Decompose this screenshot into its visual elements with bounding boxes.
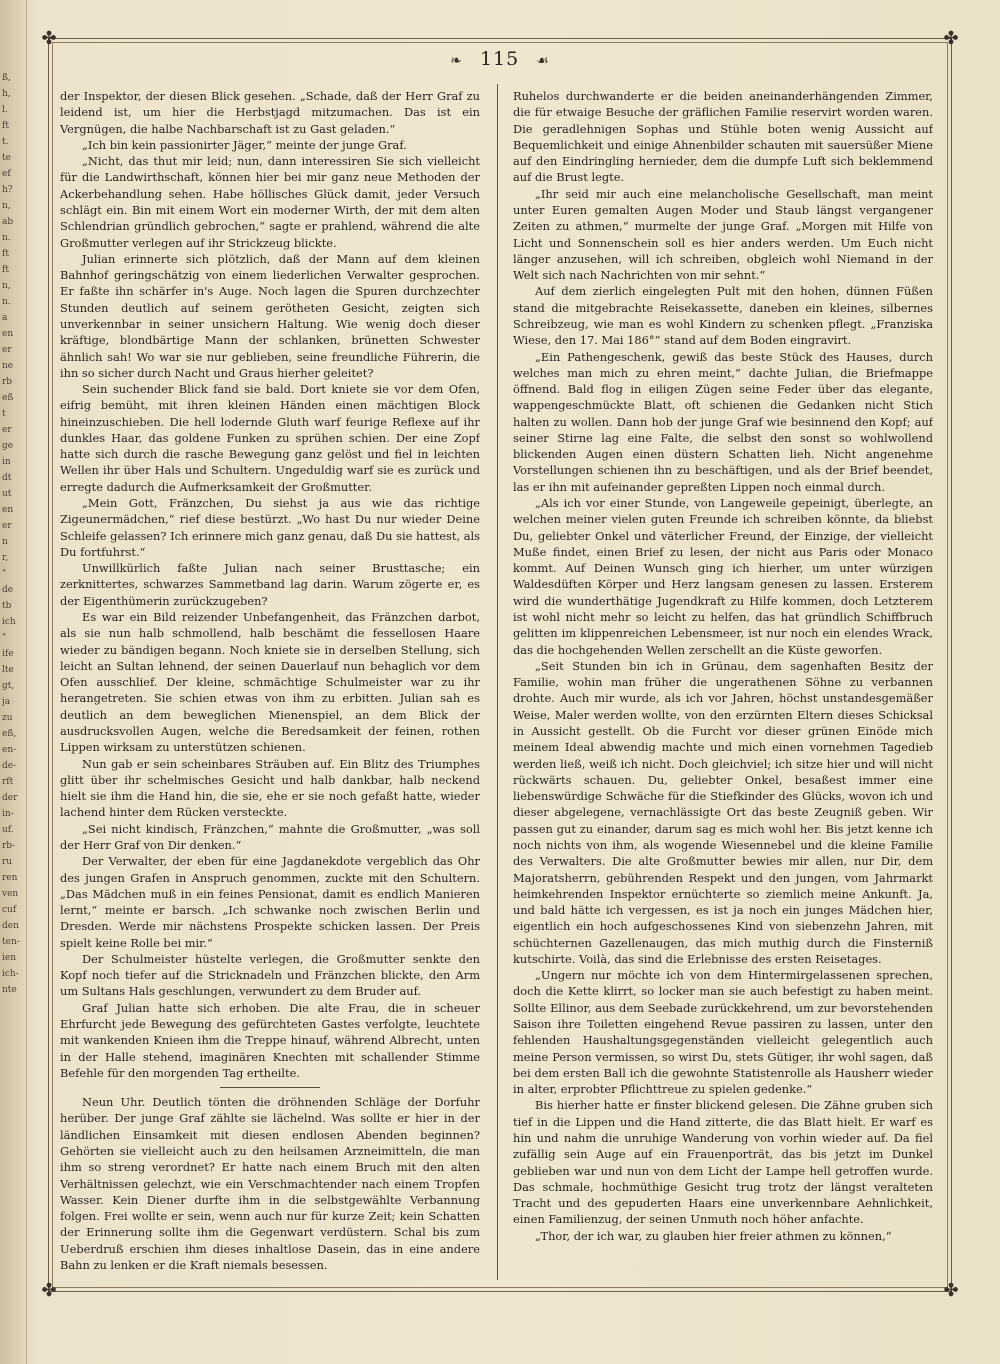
section-rule [220, 1087, 320, 1088]
gutter-fragment: ife [2, 649, 14, 659]
gutter-text-fragments [2, 70, 22, 1310]
gutter-fragment: n [2, 537, 8, 547]
page-number: 115 [479, 48, 520, 70]
gutter-fragment: n. [2, 297, 11, 307]
gutter-fragment: ef [2, 169, 11, 179]
gutter-fragment: ft [2, 265, 9, 275]
gutter-fragment: ge [2, 441, 14, 451]
paragraph: „Ein Pathengeschenk, gewiß das beste Stück des Hauses, durch welches man mich zu ehren meint,“ dachte Julian, die Briefmappe öffnend. Bald flog in eiligen Zügen seine Feder über das elegante, wappengeschmückte Blatt, oft schienen die Gedanken nicht Stich halten zu wollen. Dann hob der junge Graf wie besinnend den Kopf; auf seiner Stirne lag eine Falte, die selbst den sonst so wohlwollend blickenden Augen einen düstern Schatten lieh. Nicht angenehme Vorstellungen schienen ihn zu beschäftigen, und als der Brief beendet, las er ihn mit aufeinander gepreßten Lippen noch einmal durch. [513, 349, 933, 494]
corner-ornament-bottom-right: ✤ [943, 1280, 959, 1301]
gutter-fragment: ft [2, 121, 9, 131]
gutter-fragment: en [2, 329, 14, 339]
gutter-fragment: den [2, 921, 19, 931]
paragraph: Der Verwalter, der eben für eine Jagdanekdote vergeblich das Ohr des jungen Grafen in Anspruch genommen, zuckte mit den Schultern. „Das Mädchen muß in ein feines Pensionat, damit es endlich Manieren lernt,“ meinte er barsch. „Ich schwanke noch zwischen Berlin und Dresden. Werde mir nächstens Prospekte schicken lassen. Der Preis spielt keine Rolle bei mir.“ [60, 854, 480, 950]
page-header [0, 48, 1000, 74]
gutter-fragment: a [2, 313, 8, 323]
gutter-fragment: t. [2, 137, 9, 147]
gutter-fragment: in [2, 457, 11, 467]
gutter-fragment: rb- [2, 841, 16, 851]
gutter-fragment: ru [2, 857, 13, 867]
gutter-fragment: en- [2, 745, 17, 755]
paragraph: „Als ich vor einer Stunde, von Langeweile gepeinigt, überlegte, an welchen meiner vielen guten Freunde ich schreiben könnte, da bliebst Du, geliebter Onkel und väterlicher Freund, der Einzige, der vielleicht Muße findet, einen Brief zu lesen, der nicht aus Paris oder Monaco kommt. Auf Deinen Wunsch ging ich hierher, um unter würzigen Waldesdüften Körper und Herz langsam genesen zu lassen. Ersterem wird die wunderthätige Jugendkraft zu Hilfe kommen, doch Letzterem ist wohl nicht mehr so leicht zu helfen, das hat gründlich Schiffbruch gelitten im klippenreichen Lebensmeer, ist nur noch ein elendes Wrack, das die hochgehenden Wellen zerschellt an die Küste geworfen. [513, 496, 933, 657]
header-ornament-left: ❧ [450, 53, 463, 69]
paragraph: Der Schulmeister hüstelte verlegen, die Großmutter senkte den Kopf noch tiefer auf die Stricknadeln und Fränzchen blickte, den Arm um Sultans Hals geschlungen, verwundert zu dem Bruder auf. [60, 951, 480, 999]
paragraph: „Sei nicht kindisch, Fränzchen,“ mahnte die Großmutter, „was soll der Herr Graf von Dir denken.“ [60, 821, 480, 852]
gutter-fragment: gt, [2, 681, 15, 691]
gutter-fragment: h? [2, 185, 13, 195]
gutter-fragment: " [2, 633, 7, 643]
gutter-fragment: eß, [2, 729, 17, 739]
gutter-fragment: de [2, 585, 14, 595]
paragraph: „Ich bin kein passionirter Jäger,“ meinte der junge Graf. [82, 137, 407, 152]
gutter-fragment: n, [2, 201, 11, 211]
paragraph: Es war ein Bild reizender Unbefangenheit, das Fränzchen darbot, als sie nun halb schmollend, halb beschämt die fessellosen Haare wieder zu bändigen begann. Noch kniete sie in derselben Stellung, sich leicht an Sultan lehnend, der seinen Dauerlauf nun behaglich vor dem Ofen ausschlief. Der kleine, schmächtige Schulmeister war zu ihr herangetreten. Sie schien etwas von ihm zu erbitten. Julian sah es deutlich an dem beweglichen Mienenspiel, an dem Blick der ausdrucksvollen Augen, welche die Beredsamkeit der feinen, rothen Lippen wirksam zu unterstützen schienen. [60, 610, 480, 755]
gutter-fragment: tb [2, 601, 12, 611]
paragraph: Ruhelos durchwanderte er die beiden aneinanderhängenden Zimmer, die für etwaige Besuche der gräflichen Familie reservirt worden waren. Die geradlehnigen Sophas und Stühle boten wenig Aussicht auf Bequemlichkeit und einige Ahnenbilder schauten mit sauersüßer Miene auf den Eindringling hernieder, dem die dumpfe Luft sich beklemmend auf die Brust legte. [513, 89, 933, 185]
gutter-fragment: r, [2, 553, 9, 563]
paragraph: der Inspektor, der diesen Blick gesehen. „Schade, daß der Herr Graf zu leidend ist, um hier die Herbstjagd mitzumachen. Das ist ein Vergnügen, die halbe Nachbarschaft ist zu Gast geladen.“ [60, 89, 480, 136]
paragraph: Graf Julian hatte sich erhoben. Die alte Frau, die in scheuer Ehrfurcht jede Bewegung des gefürchteten Gastes verfolgte, leuchtete mit wankenden Knieen ihm die Treppe hinauf, während Albrecht, unten in der Halle stehend, imaginären Knechten mit schallender Stimme Befehle für den morgenden Tag ertheilte. [60, 1000, 480, 1080]
gutter-fragment: n, [2, 281, 11, 291]
gutter-fragment: de- [2, 761, 17, 771]
gutter-fragment: lte [2, 665, 14, 675]
gutter-fragment: ren [2, 873, 18, 883]
gutter-fragment: rb [2, 377, 13, 387]
gutter-fragment: ten- [2, 937, 20, 947]
header-ornament-right: ☙ [536, 53, 550, 69]
gutter-fragment: ich- [2, 969, 19, 979]
corner-ornament-top-right: ✤ [943, 28, 959, 49]
gutter-fragment: zu [2, 713, 13, 723]
left-text-column [60, 88, 480, 1284]
gutter-fragment: ich [2, 617, 16, 627]
gutter-fragment: er [2, 345, 12, 355]
paragraph: Sein suchender Blick fand sie bald. Dort kniete sie vor dem Ofen, eifrig bemüht, mit ihren kleinen Händen einen mächtigen Block hineinzuschieben. Die hell lodernde Gluth warf feurige Reflexe auf ihr dunkles Haar, das goldene Funken zu sprühen schien. Der eine Zopf hatte sich durch die rasche Bewegung ganz gelöst und fiel in leichten Wellen ihr über Hals und Schultern. Ungeduldig warf sie es zurück und erregte dadurch die Aufmerksamkeit der Großmutter. [60, 382, 480, 494]
gutter-fragment: uf. [2, 825, 14, 835]
gutter-fragment: nte [2, 985, 17, 995]
corner-ornament-top-left: ✤ [41, 28, 57, 49]
paragraph: „Ihr seid mir auch eine melancholische Gesellschaft, man meint unter Euren gemalten Augen Moder und Staub längst vergangener Zeiten zu athmen,“ murmelte der junge Graf. „Morgen mit Hilfe von Licht und Sonnenschein soll es hier anders werden. Um Euch nicht länger anzusehen, will ich schreiben, obgleich wohl Niemand in der Welt sich nach Nachrichten von mir sehnt.“ [513, 186, 933, 283]
corner-ornament-bottom-left: ✤ [41, 1280, 57, 1301]
gutter-fragment: der [2, 793, 18, 803]
gutter-fragment: ven [2, 889, 19, 899]
right-text-column [513, 88, 933, 1284]
paragraph: „Ungern nur möchte ich von dem Hintermirgelassenen sprechen, doch die Kette klirrt, so locker man sie auch befestigt zu haben meint. Sollte Ellinor, aus dem Seebade zurückkehrend, um zur bevorstehenden Saison ihre Toiletten eingehend Revue passiren zu lassen, unter den fehlenden Haushaltungsgegenständen vielleicht gelegentlich auch meine Person vermissen, so wirst Du, stets Gütiger, ihr wohl sagen, daß bei dem ersten Ball ich die gewohnte Statistenrolle als Hausherr wieder in alter, erprobter Pflichttreue zu spielen gedenke.“ [513, 968, 933, 1097]
paragraph: Julian erinnerte sich plötzlich, daß der Mann auf dem kleinen Bahnhof geringschätzig von einem liederlichen Verwalter gesprochen. Er faßte ihn schärfer in's Auge. Noch lagen die Spuren durchzechter Stunden deutlich auf seinem gerötheten Gesicht, zeigten sich unverkennbar in seiner unsichern Haltung. Wie wenig doch dieser kräftige, blondbärtige Mann der schlanken, brünetten Schwester ähnlich sah! Wo war sie nur geblieben, seine freundliche Führerin, die ihn so sicher durch Nacht und Graus hierher geleitet? [60, 251, 480, 380]
gutter-fragment: er [2, 425, 12, 435]
gutter-fragment: eß [2, 393, 14, 403]
gutter-fragment: cuf [2, 905, 17, 915]
gutter-fragment: en [2, 505, 14, 515]
gutter-fragment: dt [2, 473, 12, 483]
paragraph: „Seit Stunden bin ich in Grünau, dem sagenhaften Besitz der Familie, wohin man früher die ungerathenen Söhne zu verbannen drohte. Auch mir wurde, als ich vor Jahren, höchst unstandesgemäßer Weise, Maler werden wollte, von den erzürnten Eltern dieses Schicksal in Aussicht gestellt. Ob die Furcht vor dieser grünen Einöde mich meinem Ideal abwendig machte und mich einen vornehmen Tagedieb werden ließ, weiß ich nicht. Doch gleichviel; ich sitze hier und will nicht rückwärts schauen. Du, geliebter Onkel, besaßest immer eine liebenswürdige Schwäche für die Stiefkinder des Glücks, wovon ich und dieser abgelegene, vernachlässigte Ort das beste Zeugniß geben. Wir passen gut zu einander, darum sag es mich wohl her. Bis jetzt kenne ich noch nichts von ihm, als wogende Wiesennebel und die kleine Familie des Verwalters. Die alte Großmutter bewies mir allen, nur Dir, dem Majoratsherrn, gebührenden Respekt und den jungen, vom Jahrmarkt heimkehrenden Inspektor ernüchterte so ziemlich meine Ankunft. Ja, und bald hätte ich vergessen, es ist ja noch ein junges Mädchen hier, eigentlich ein hoch aufgeschossenes Kind von siebenzehn Jahren, mit schüchternen Gazellenaugen, das mich muthig durch die Finsterniß kutschirte. Voilà, das sind die Erlebnisse des ersten Reisetages. [513, 658, 933, 966]
gutter-fragment: er [2, 521, 12, 531]
paragraph: Nun gab er sein scheinbares Sträuben auf. Ein Blitz des Triumphes glitt über ihr schelmisches Gesicht und halb dankbar, halb neckend hielt sie ihm die Hand hin, die sie, ehe er sie noch gefaßt hatte, wieder lachend hinter dem Rücken versteckte. [60, 756, 480, 820]
paragraph: „Mein Gott, Fränzchen, Du siehst ja aus wie das richtige Zigeunermädchen,“ rief diese bestürzt. „Wo hast Du nur wieder Deine Schleife gelassen? Ich erinnere mich ganz genau, daß Du sie hattest, als Du fortfuhrst.“ [60, 496, 480, 559]
gutter-fragment: ab [2, 217, 14, 227]
gutter-fragment: t [2, 409, 6, 419]
paragraph: Bis hierher hatte er finster blickend gelesen. Die Zähne gruben sich tief in die Lippen und die Hand zitterte, die das Blatt hielt. Er warf es hin und nahm die unruhige Wanderung von vorhin wieder auf. Da fiel zufällig sein Auge auf ein Frauenporträt, das bis jetzt im Dunkel geblieben war und nun von dem Licht der Lampe hell getroffen wurde. Das schmale, hochmüthige Gesicht trug trotz der längst veralteten Tracht und des gepuderten Haars eine unverkennbare Aehnlichkeit, einen Familienzug, der seinen Unmuth noch höher anfachte. [513, 1098, 933, 1227]
gutter-fragment: in- [2, 809, 14, 819]
paragraph: Neun Uhr. Deutlich tönten die dröhnenden Schläge der Dorfuhr herüber. Der junge Graf zählte sie lächelnd. Was sollte er hier in der ländlichen Einsamkeit mit diesen endlosen Abenden beginnen? Gehörten sie vielleicht auch zu den heilsamen Arzneimitteln, die man ihm so streng verordnet? Er hatte nach einem Bruch mit den alten Verhältnissen gelechzt, wie ein Verschmachtender nach einem Tropfen Wasser. Kein Diener durfte ihm in die selbstgewählte Verbannung folgen. Frei wollte er sein, wenn auch nur für kurze Zeit; kein Schatten der Erinnerung sollte ihm die Gegenwart verdüstern. Schal bis zum Ueberdruß erschien ihm dieses inhaltlose Dasein, das in eine andere Bahn zu lenken er die Kraft niemals besessen. [60, 1095, 480, 1272]
gutter-fragment: " [2, 569, 7, 579]
gutter-fragment: rft [2, 777, 14, 787]
gutter-fragment: ut [2, 489, 12, 499]
binding-gutter [0, 0, 27, 1364]
paragraph: Auf dem zierlich eingelegten Pult mit den hohen, dünnen Füßen stand die mitgebrachte Reisekassette, daneben ein kleines, silbernes Schreibzeug, wie man es wohl Kindern zu schenken pflegt. „Franziska Wiese, den 17. Mai 186°“ stand auf dem Boden eingravirt. [513, 284, 933, 348]
paragraph: Unwillkürlich faßte Julian nach seiner Brusttasche; ein zerknittertes, schwarzes Sammetband lag darin. Warum zögerte er, es der Eigenthümerin zurückzugeben? [60, 561, 480, 608]
gutter-fragment: h, [2, 89, 11, 99]
gutter-fragment: ft [2, 249, 9, 259]
gutter-fragment: l. [2, 105, 8, 115]
gutter-fragment: n. [2, 233, 11, 243]
column-divider [497, 84, 498, 1280]
gutter-fragment: te [2, 153, 11, 163]
paragraph: „Thor, der ich war, zu glauben hier freier athmen zu können,“ [535, 1228, 892, 1243]
gutter-fragment: ien [2, 953, 17, 963]
gutter-fragment: ne [2, 361, 14, 371]
gutter-fragment: ß, [2, 73, 11, 83]
gutter-fragment: ja [2, 697, 11, 707]
paragraph: „Nicht, das thut mir leid; nun, dann interessiren Sie sich vielleicht für die Landwirthschaft, können hier bei mir ganz neue Methoden der Ackerbehandlung sehen. Habe höllisches Glück damit, jeder Versuch schlägt ein. Bin mit einem Wort ein moderner Wirth, der mit dem alten Schlendrian gründlich gebrochen,“ sagte er prahlend, während die alte Großmutter verlegen auf ihr Strickzeug blickte. [60, 154, 480, 250]
